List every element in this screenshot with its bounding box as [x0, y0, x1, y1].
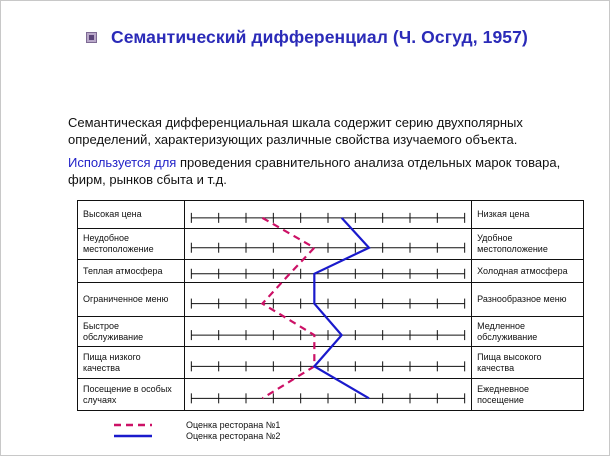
left-pole: Высокая цена — [78, 201, 185, 229]
right-pole: Ежедневное посещение — [472, 379, 584, 411]
left-pole: Теплая атмосфера — [78, 260, 185, 283]
right-pole: Пища высокого качества — [472, 347, 584, 379]
left-pole: Посещение в особых случаях — [78, 379, 185, 411]
scale-cell — [184, 347, 471, 379]
title-row — [86, 27, 528, 48]
left-pole: Быстрое обслуживание — [78, 317, 185, 347]
slide-title: Семантический дифференциал (Ч. Осгуд, 1957) — [111, 27, 528, 47]
legend — [114, 419, 280, 441]
scale-cell — [184, 317, 471, 347]
legend-label: Оценка ресторана №2 — [186, 430, 281, 441]
table-row — [78, 347, 584, 379]
table-row — [78, 379, 584, 411]
table-row — [78, 317, 584, 347]
legend-item — [114, 419, 280, 430]
right-pole: Холодная атмосфера — [472, 260, 584, 283]
scale-cell — [184, 260, 471, 283]
paragraph-definition: Семантическая дифференциальная шкала содержит серию двухполярных определений, характеризующих различные свойства изучаемого объекта. — [68, 115, 523, 147]
usage-highlight: Используется для — [68, 155, 177, 170]
legend-item — [114, 430, 280, 441]
usage-text: проведения сравнительного анализа отдельных марок товара, фирм, рынков сбыта и т.д. — [68, 155, 561, 187]
scale-cell — [184, 283, 471, 317]
right-pole: Удобное местоположение — [472, 229, 584, 260]
scale-cell — [184, 201, 471, 229]
left-pole: Ограниченное меню — [78, 283, 185, 317]
legend-label: Оценка ресторана №1 — [186, 419, 281, 430]
legend-swatch-solid — [114, 431, 152, 441]
legend-swatch-dashed — [114, 420, 152, 430]
table-row — [78, 260, 584, 283]
scale-cell — [184, 379, 471, 411]
left-pole: Неудобное местоположение — [78, 229, 185, 260]
table-row — [78, 283, 584, 317]
table-row — [78, 229, 584, 260]
scale-cell — [184, 229, 471, 260]
table-row — [78, 201, 584, 229]
square-bullet-icon — [86, 32, 97, 43]
paragraph-usage — [68, 154, 588, 188]
right-pole: Медленное обслуживание — [472, 317, 584, 347]
left-pole: Пища низкого качества — [78, 347, 185, 379]
semantic-differential-table — [77, 200, 584, 411]
right-pole: Низкая цена — [472, 201, 584, 229]
right-pole: Разнообразное меню — [472, 283, 584, 317]
